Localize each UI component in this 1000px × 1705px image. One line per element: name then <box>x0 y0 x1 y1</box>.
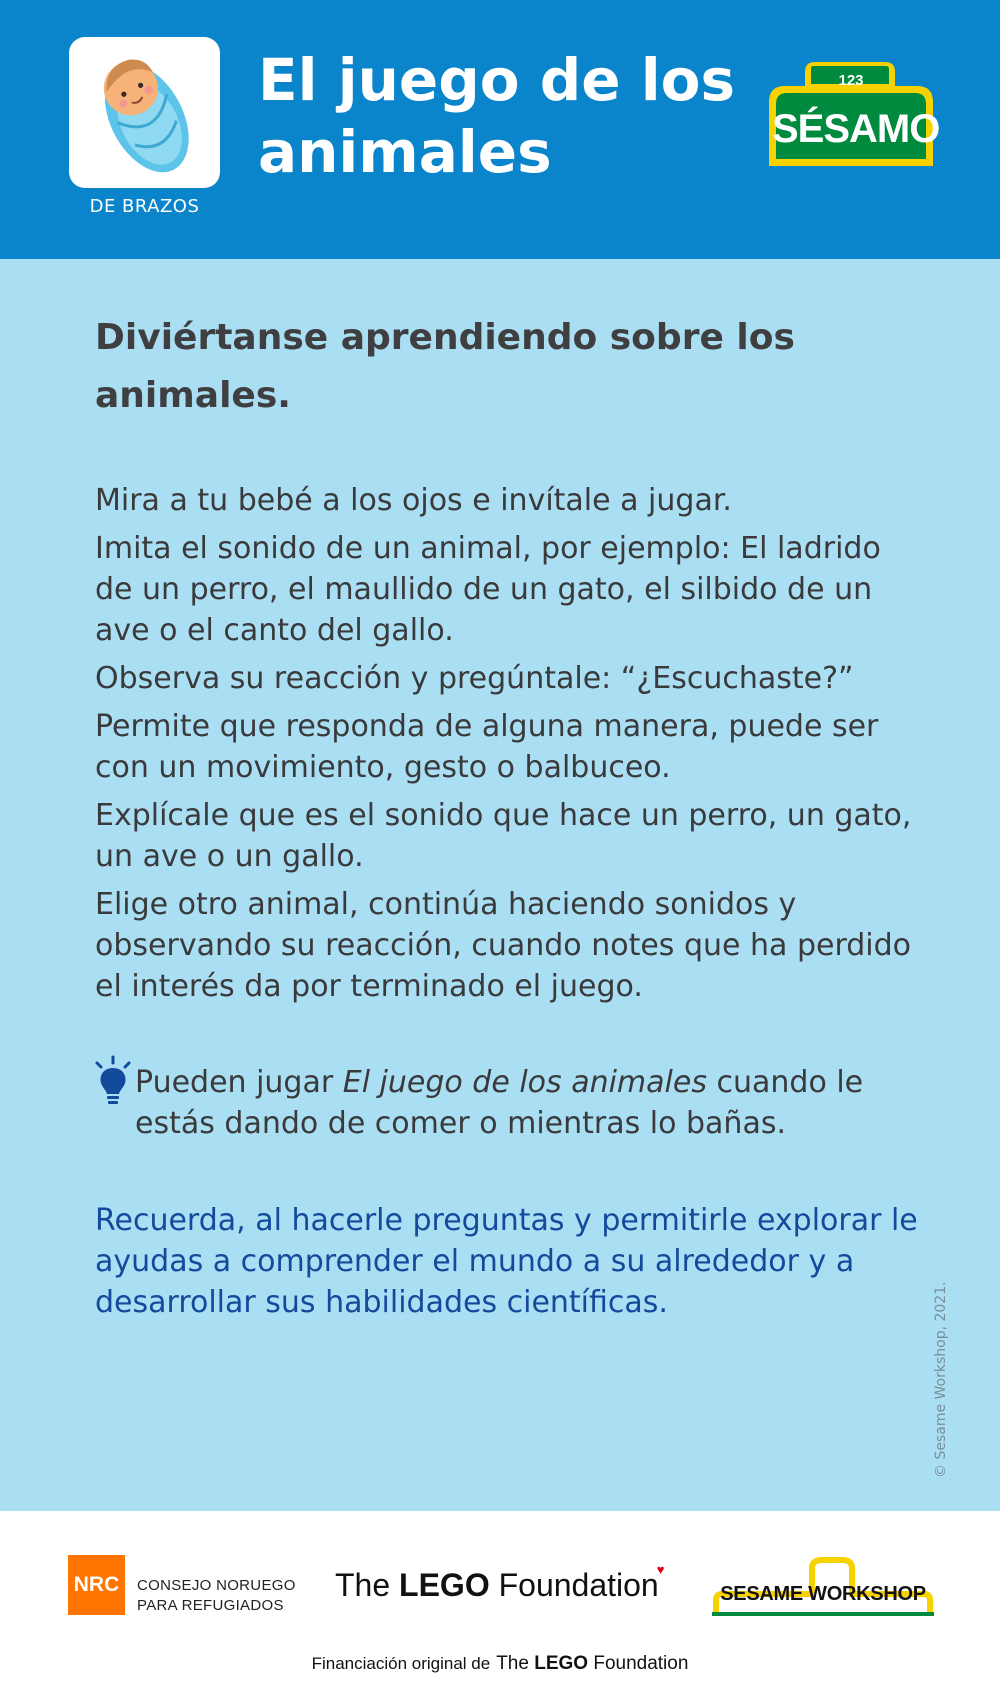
funding-lego-logo <box>496 1653 688 1674</box>
lego-foundation-logo <box>335 1562 666 1604</box>
sesamo-logo-number: 123 <box>838 72 864 89</box>
nrc-name <box>137 1576 337 1616</box>
step-3: Observa su reacción y pregúntale: “¿Escuchaste?” <box>95 661 854 696</box>
lightbulb-icon <box>93 1055 133 1107</box>
funding-lego-foundation: Foundation <box>588 1653 689 1674</box>
page-title: El juego de los animales <box>258 46 736 186</box>
age-group-label: DE BRAZOS <box>89 196 200 217</box>
funding-credit <box>0 1653 1000 1675</box>
nrc-name-line2: PARA REFUGIADOS <box>137 1597 284 1614</box>
age-group-tile <box>69 37 220 188</box>
copyright-notice: © Sesame Workshop, 2021. <box>933 1281 949 1478</box>
heart-icon: ♥ <box>656 1562 665 1577</box>
swaddled-baby-icon <box>81 47 208 178</box>
sesame-workshop-name: SESAME WORKSHOP <box>720 1583 926 1605</box>
lego-the: The <box>335 1567 400 1603</box>
step-4: Permite que responda de alguna manera, puede ser con un movimiento, gesto o balbuceo. <box>95 709 879 785</box>
tip-text <box>135 1062 895 1144</box>
funding-text: Financiación original de <box>311 1654 491 1673</box>
step-1: Mira a tu bebé a los ojos e invítale a jugar. <box>95 483 732 518</box>
step-6: Elige otro animal, continúa haciendo sonidos y observando su reacción, cuando notes que ha perdido el interés da por terminado el juego. <box>95 887 912 1004</box>
activity-steps <box>95 480 925 1014</box>
header-banner <box>0 0 1000 259</box>
funding-lego-brand: LEGO <box>534 1653 589 1674</box>
tip-game-name: El juego de los animales <box>342 1065 707 1100</box>
lego-brand: LEGO <box>399 1567 490 1603</box>
sesamo-logo-name: SÉSAMO <box>772 107 940 151</box>
tip-text-before: Pueden jugar <box>135 1065 343 1100</box>
nrc-logo: NRC <box>68 1555 125 1615</box>
activity-subtitle: Diviértanse aprendiendo sobre los animales. <box>95 317 795 416</box>
reminder-text: Recuerda, al hacerle preguntas y permitirle explorar le ayudas a comprender el mundo a su alrededor y a desarrollar sus habilidades científicas. <box>95 1203 918 1320</box>
tip-text-after: cuando le estás dando de comer o mientras lo bañas. <box>135 1065 864 1141</box>
funding-lego-the: The <box>496 1653 535 1674</box>
nrc-name-line1: CONSEJO NORUEGO <box>137 1577 296 1594</box>
lego-foundation: Foundation <box>489 1567 659 1603</box>
step-5: Explícale que es el sonido que hace un perro, un gato, un ave o un gallo. <box>95 798 912 874</box>
step-2: Imita el sonido de un animal, por ejemplo: El ladrido de un perro, el maullido de un gato, el silbido de un ave o el canto del gallo. <box>95 531 881 648</box>
